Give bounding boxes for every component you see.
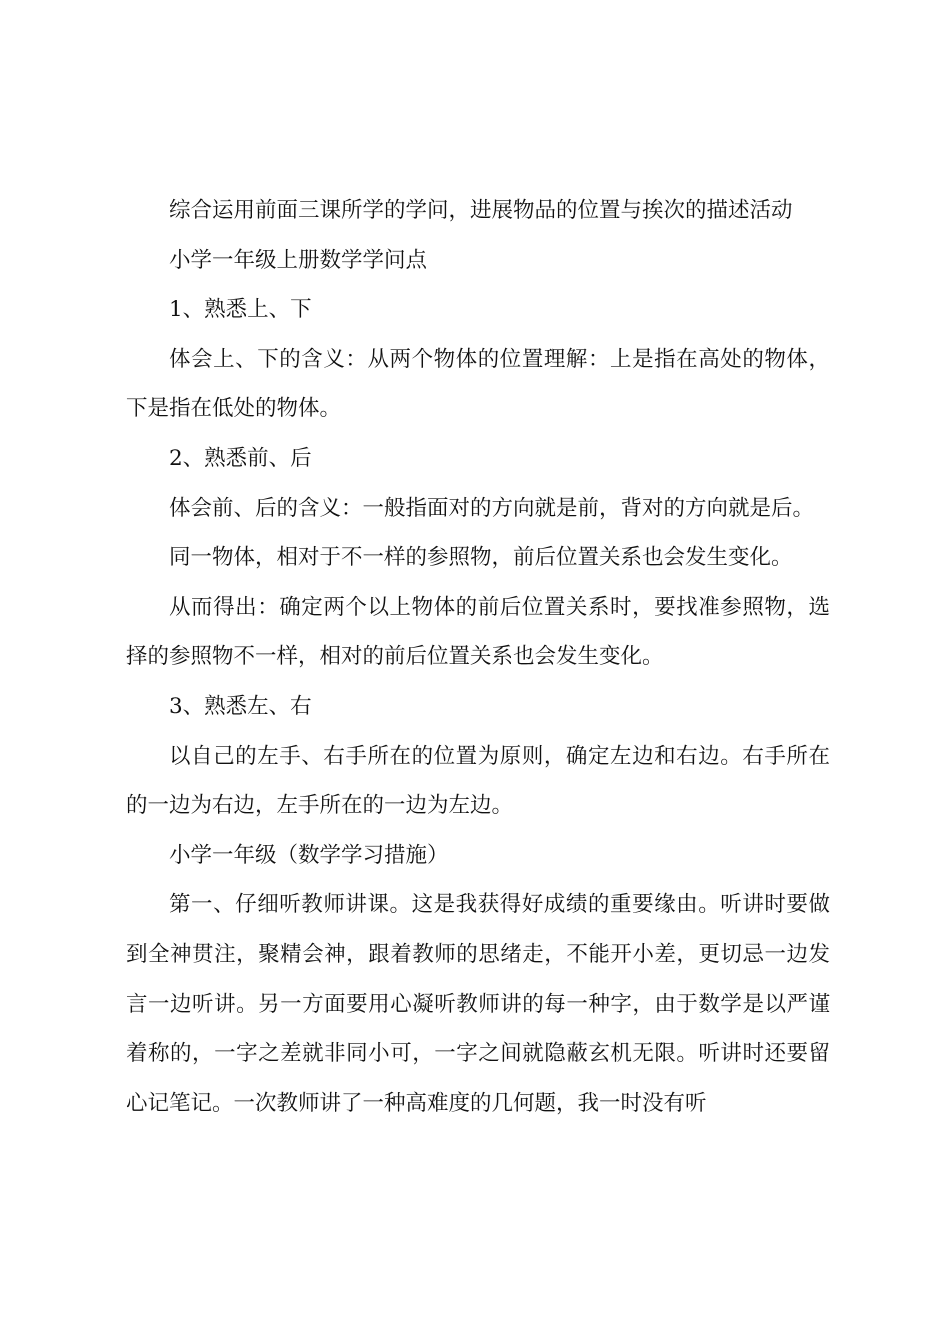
paragraph-left-right-meaning: 以自己的左手、右手所在的位置为原则，确定左边和右边。右手所在的一边为右边，左手所在的一边为左边。 xyxy=(126,743,830,819)
paragraph-activity-summary: 综合运用前面三课所学的学问，进展物品的位置与挨次的描述活动 xyxy=(169,198,793,223)
paragraph-up-down-meaning: 体会上、下的含义：从两个物体的位置理解：上是指在高处的物体，下是指在低处的物体。 xyxy=(126,346,830,422)
paragraph-method-listen: 第一、仔细听教师讲课。这是我获得好成绩的重要缘由。听讲时要做到全神贯注，聚精会神，跟着教师的思绪走，不能开小差，更切忌一边发言一边听讲。另一方面要用心凝听教师讲的每一种字，由于数学是以严谨着称的，一字之差就非同小可，一字之间就隐蔽玄机无限。听讲时还要留心记笔记。一次教师讲了一种高难度的几何题，我一时没有听 xyxy=(126,892,830,1116)
paragraph-heading-left-right: 3、熟悉左、右 xyxy=(169,693,312,719)
paragraph-reference-change: 同一物体，相对于不一样的参照物，前后位置关系也会发生变化。 xyxy=(169,545,793,571)
paragraph-heading-front-back: 2、熟悉前、后 xyxy=(169,445,312,471)
paragraph-section-title-knowledge: 小学一年级上册数学学问点 xyxy=(169,247,428,273)
paragraph-front-back-meaning: 体会前、后的含义：一般指面对的方向就是前，背对的方向就是后。 xyxy=(169,495,815,521)
paragraph-conclusion: 从而得出：确定两个以上物体的前后位置关系时，要找准参照物，选择的参照物不一样，相对的前后位置关系也会发生变化。 xyxy=(126,594,830,670)
paragraph-heading-up-down: 1、熟悉上、下 xyxy=(169,297,312,323)
paragraph-section-title-methods: 小学一年级（数学学习措施） xyxy=(169,842,449,868)
document-body xyxy=(126,186,830,1128)
